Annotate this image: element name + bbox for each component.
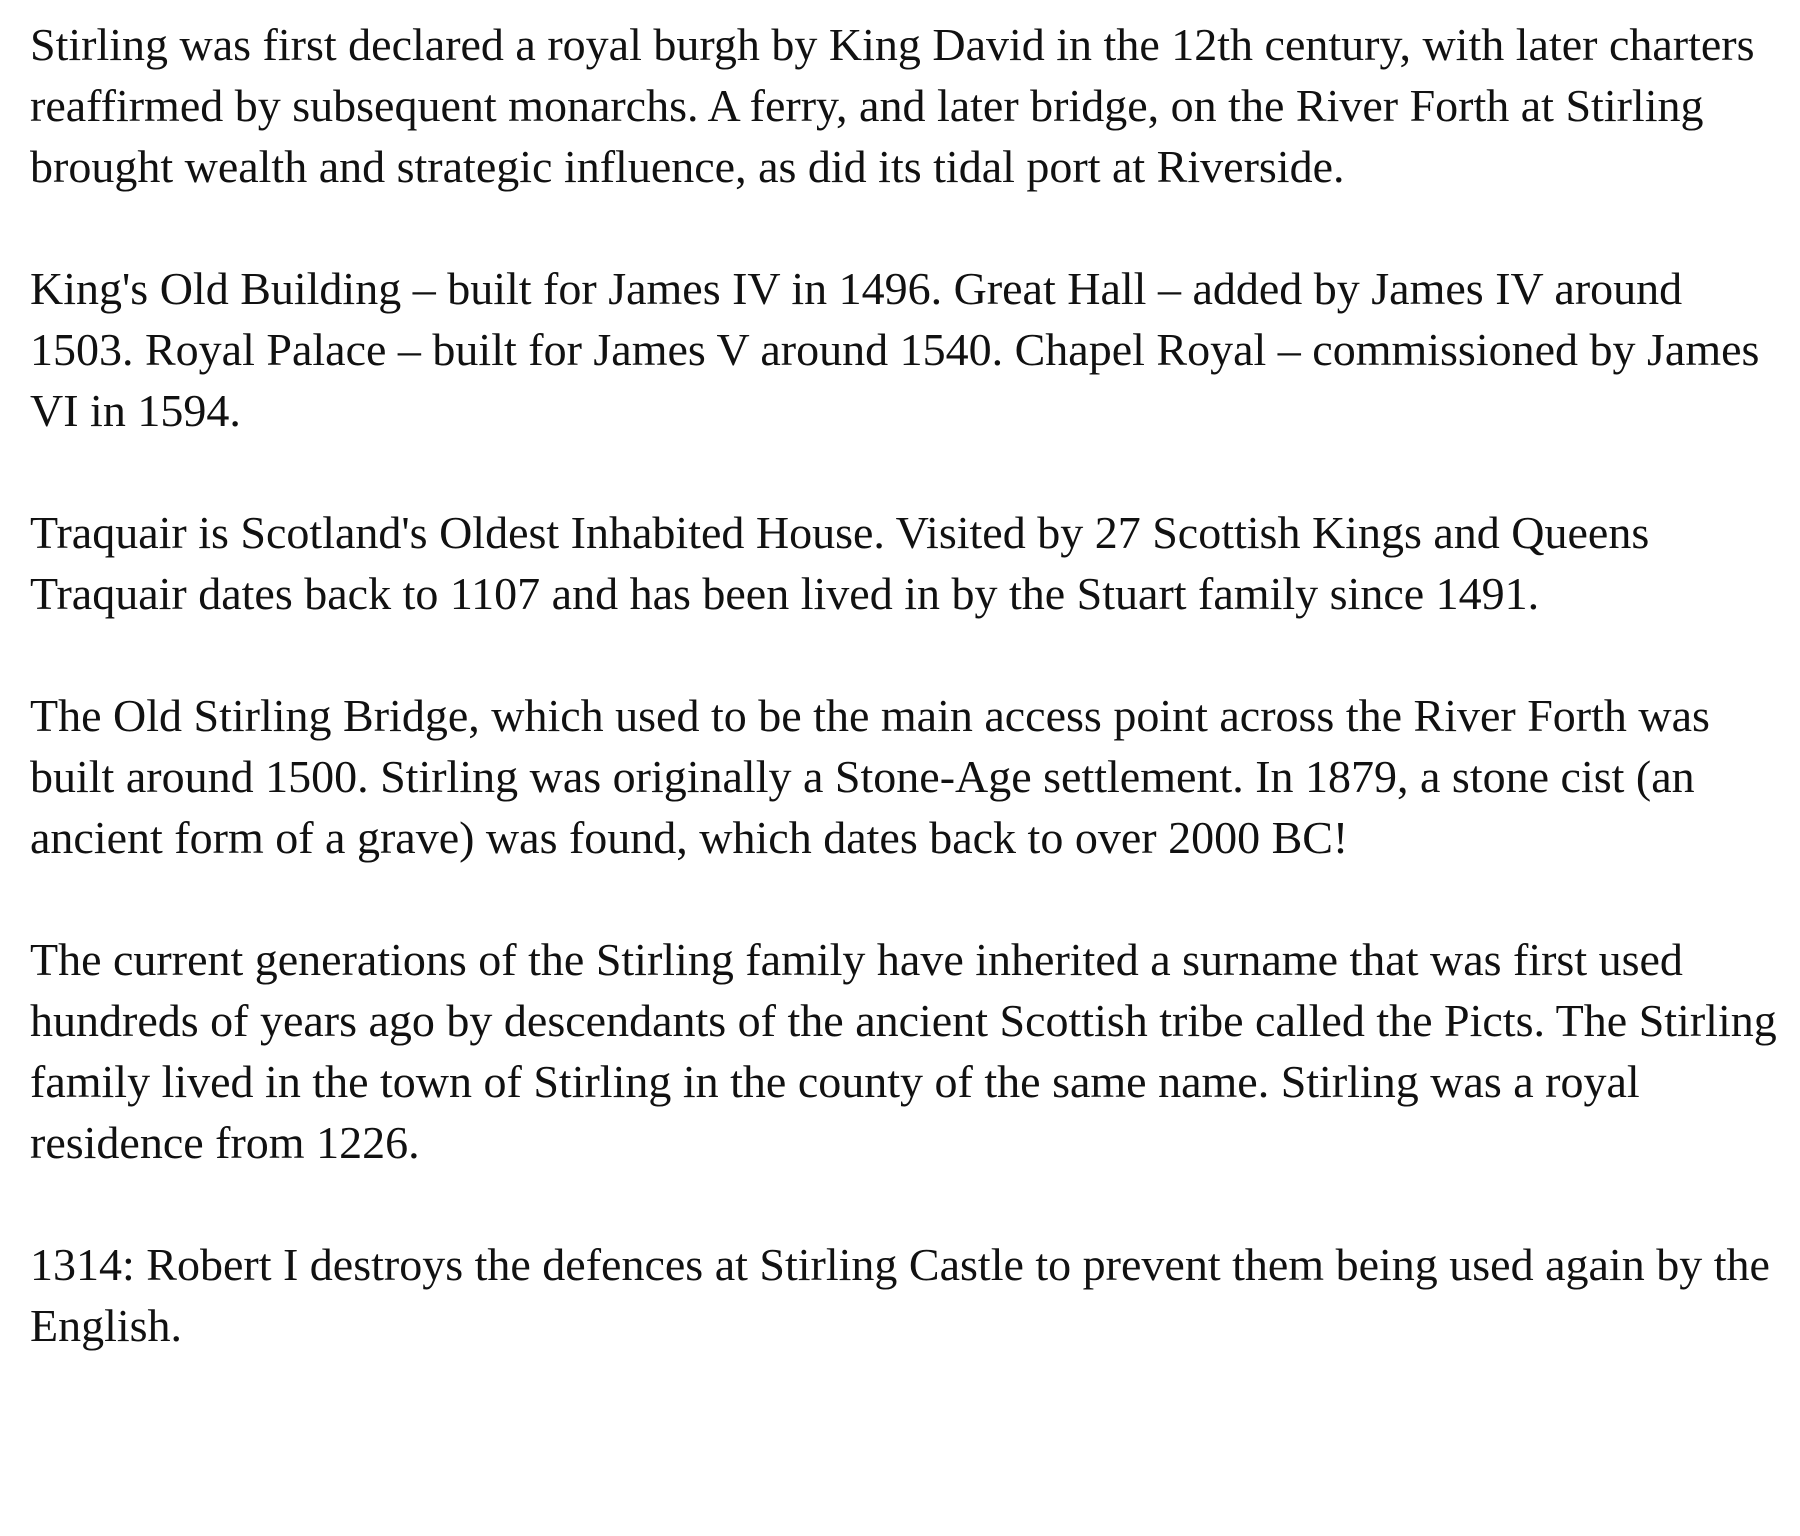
paragraph-old-stirling-bridge: The Old Stirling Bridge, which used to be the main access point across the River Forth was built around 1500. Stirling was originally a Stone-Age settlement. In 1879, a stone cist (an ancient form of a grave) was found, which dates back to over 2000 BC! [30, 690, 1710, 863]
paragraph-stirling-family: The current generations of the Stirling family have inherited a surname that was first used hundreds of years ago by descendants of the ancient Scottish tribe called the Picts. The Stirling family lived in the town of Stirling in the county of the same name. Stirling was a royal residence from 1226. [30, 934, 1777, 1168]
document-body [30, 14, 1790, 1356]
paragraph-traquair: Traquair is Scotland's Oldest Inhabited House. Visited by 27 Scottish Kings and Queens Traquair dates back to 1107 and has been lived in by the Stuart family since 1491. [30, 507, 1650, 619]
paragraph-royal-burgh: Stirling was first declared a royal burgh by King David in the 12th century, with later charters reaffirmed by subsequent monarchs. A ferry, and later bridge, on the River Forth at Stirling brought wealth and strategic influence, as did its tidal port at Riverside. [30, 19, 1755, 192]
paragraph-robert-i: 1314: Robert I destroys the defences at Stirling Castle to prevent them being used again by the English. [30, 1239, 1770, 1351]
paragraph-castle-buildings: King's Old Building – built for James IV in 1496. Great Hall – added by James IV around 1503. Royal Palace – built for James V around 1540. Chapel Royal – commissioned by James VI in 1594. [30, 263, 1760, 436]
